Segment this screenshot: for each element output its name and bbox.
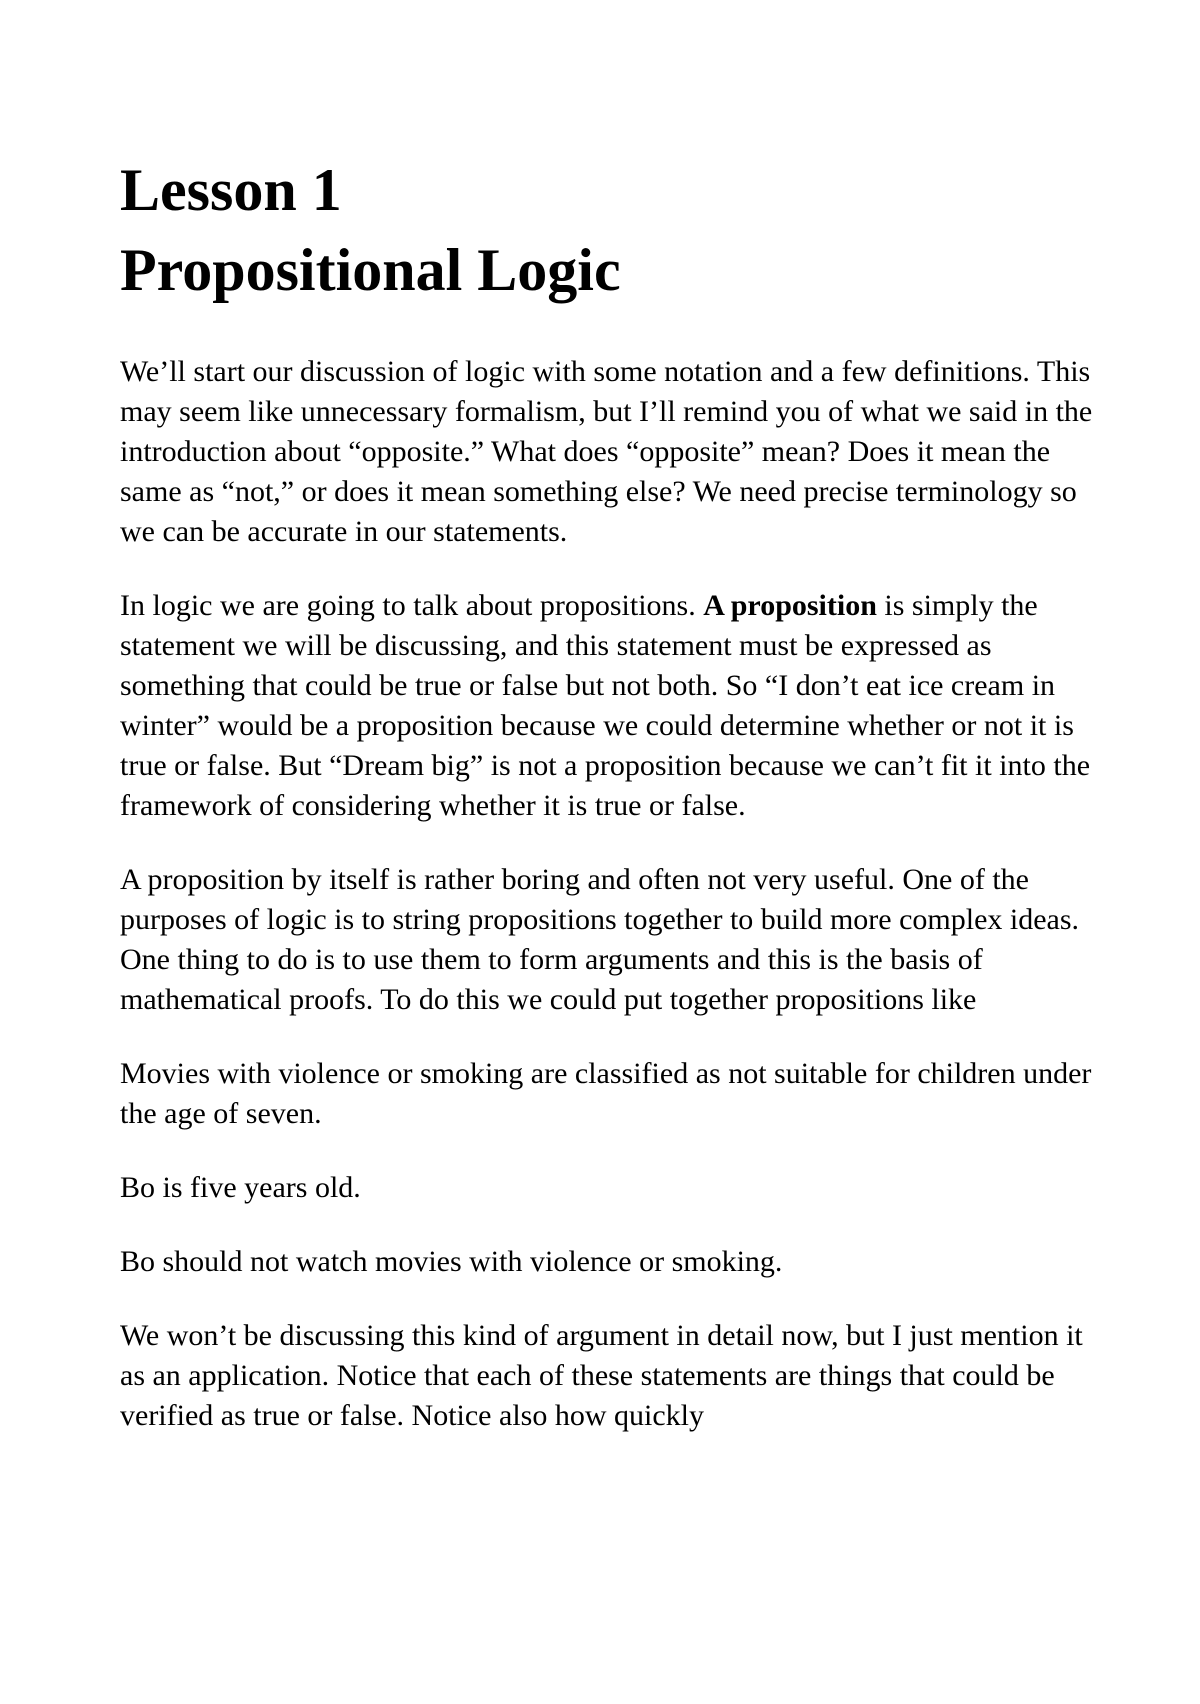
page-title <box>120 150 1100 310</box>
title-lesson-number: Lesson 1 <box>120 157 342 223</box>
document-page <box>120 150 1100 1470</box>
document-body <box>120 352 1100 1436</box>
example-premise-2: Bo is five years old. <box>120 1171 361 1204</box>
definition-body-text: is simply the statement we will be discussing, and this statement must be expressed as something that could be true or false but not both. So “I don’t eat ice cream in winter” would be a proposition because we could determine whether or not it is true or false. But “Dream big” is not a proposition because we can’t fit it into the framework of considering whether it is true or false. <box>120 589 1091 822</box>
paragraph-arguments: A proposition by itself is rather boring and often not very useful. One of the purposes of logic is to string propositions together to build more complex ideas. One thing to do is to use them to form arguments and this is the basis of mathematical proofs. To do this we could put together propositions like <box>120 863 1080 1016</box>
paragraph-intro: We’ll start our discussion of logic with some notation and a few definitions. This may seem like unnecessary formalism, but I’ll remind you of what we said in the introduction about “opposite.” What does “opposite” mean? Does it mean the same as “not,” or does it mean something else? We need precise terminology so we can be accurate in our statements. <box>120 355 1093 548</box>
defined-term: A proposition <box>703 589 877 622</box>
title-topic: Propositional Logic <box>120 237 621 303</box>
paragraph-application: We won’t be discussing this kind of argument in detail now, but I just mention it as an application. Notice that each of these statements are things that could be verified as true or false. Notice also how quickly <box>120 1319 1083 1432</box>
example-premise-1: Movies with violence or smoking are classified as not suitable for children under the age of seven. <box>120 1057 1092 1130</box>
paragraph-proposition-definition <box>120 586 1100 826</box>
example-conclusion: Bo should not watch movies with violence or smoking. <box>120 1245 783 1278</box>
definition-lead-text: In logic we are going to talk about propositions. <box>120 589 704 622</box>
